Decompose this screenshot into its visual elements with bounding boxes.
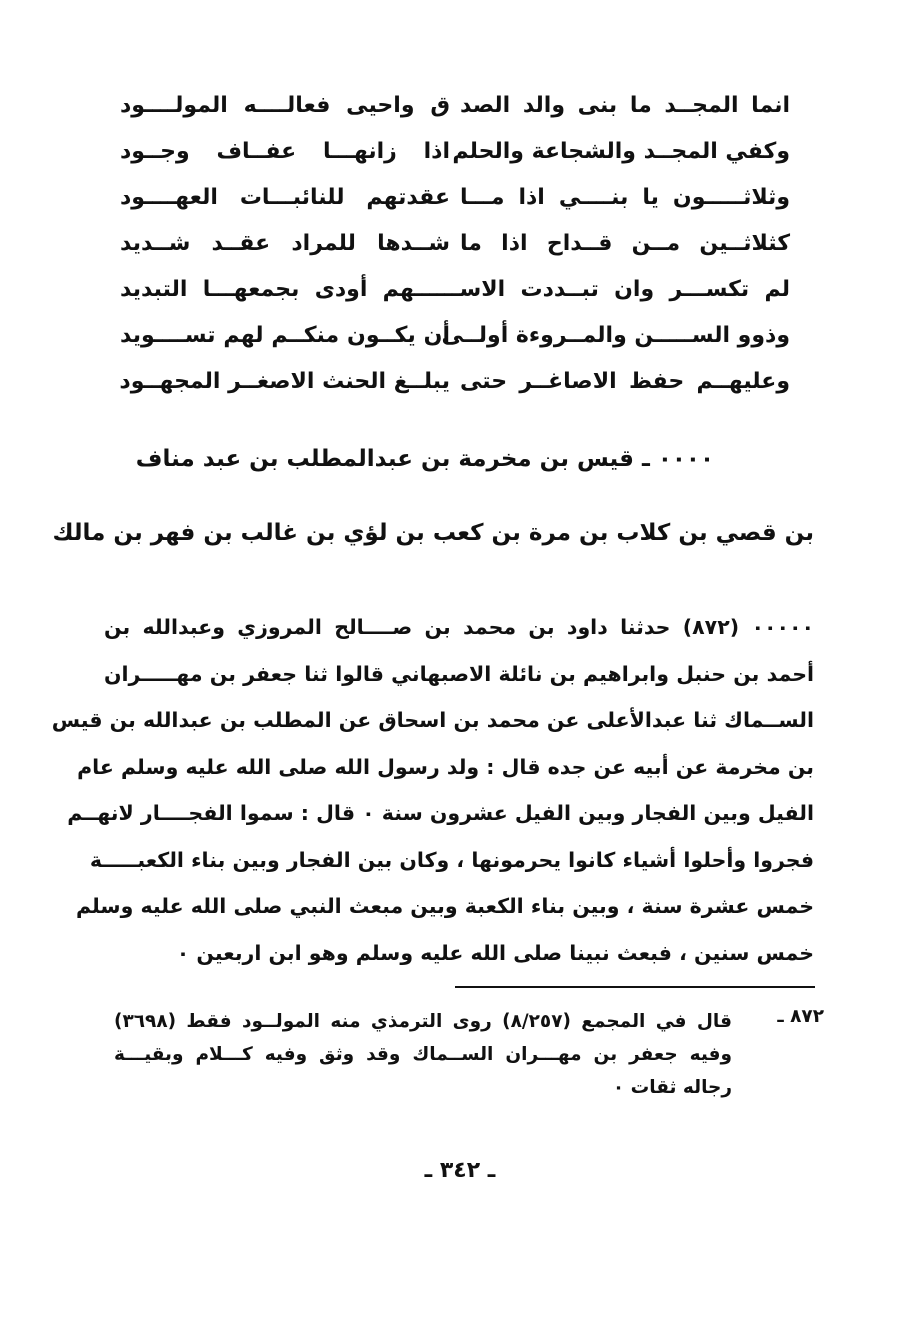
text-line: خمس سنين ، فبعث نبينا صلى الله عليه وسلم وهو ابن اربعين ٠ (176, 940, 814, 965)
section-heading-line-1: ٠٠٠٠ ـ قيس بن مخرمة بن عبدالمطلب بن عبد مناف (135, 446, 714, 472)
section-heading-line-2: بن قصي بن كلاب بن مرة بن كعب بن لؤي بن غالب بن فهر بن مالك (52, 520, 814, 546)
footnote-text (114, 1006, 732, 1105)
verse-first-hemistich: كثلاثــين مــن قــداح اذا ما (460, 231, 790, 256)
poem-verse (120, 178, 790, 224)
verse-first-hemistich: انما المجــد ما بنى والد الصد (460, 93, 790, 118)
poem-verse (120, 316, 790, 362)
verse-first-hemistich: وعليهــم حفظ الاصاغــر حتى (460, 369, 790, 394)
verse-full-line: لم تكســـر وان تبــددت الاســــــهم أودى بجمعهـــا التبديد (120, 277, 790, 302)
verse-first-hemistich: وثلاثـــــون يا بنــــي اذا مـــا (460, 185, 790, 210)
verse-first-hemistich: وذوو الســـــن والمــروءة أولــى (441, 323, 790, 348)
verse-second-hemistich: ق واحيى فعالــــه المولــــود (120, 93, 450, 118)
poem-verse (120, 224, 790, 270)
text-line: خمس عشرة سنة ، وبين بناء الكعبة وبين مبعث النبي صلى الله عليه وسلم (75, 894, 814, 918)
poem-verse (120, 86, 790, 132)
text-line: الســماك ثنا عبدالأعلى عن محمد بن اسحاق عن المطلب بن عبدالله بن قيس (51, 708, 814, 732)
footnote-divider (455, 986, 815, 988)
text-line: ٠٠٠٠٠ (٨٧٢) حدثنا داود بن محمد بن صــــالح المروزي وعبدالله بن (104, 615, 814, 639)
verse-second-hemistich: عقدتهم للنائبـــات العهــــود (120, 185, 450, 210)
poem-verse (120, 270, 790, 316)
verse-second-hemistich: أن يكــون منكــم لهم تســــويد (120, 323, 450, 348)
verse-second-hemistich: شــدها للمراد عقــد شــديد (120, 231, 450, 256)
poem (120, 86, 790, 408)
hadith-text (51, 605, 814, 977)
text-line: فجروا وأحلوا أشياء كانوا يحرمونها ، وكان بين الفجار وبين بناء الكعبـــــة (89, 847, 814, 872)
footnote-line: وفيه جعفر بن مهـــران الســماك وقد وثق وفيه كـــلام وبقيـــة (114, 1044, 732, 1065)
text-line: أحمد بن حنبل وابراهيم بن نائلة الاصبهاني قالوا ثنا جعفر بن مهـــــران (104, 661, 814, 686)
poem-verse (120, 362, 790, 408)
verse-first-hemistich: وكفي المجــد والشجاعة والحلم (452, 139, 790, 164)
footnote-line: قال في المجمع (٨/٢٥٧) روى الترمذي منه المولــود فقط (٣٦٩٨) (114, 1011, 732, 1032)
page-number: ـ ٣٤٢ ـ (424, 1158, 496, 1183)
footnote-line: رجاله ثقات ٠ (612, 1077, 732, 1098)
text-line: بن مخرمة عن أبيه عن جده قال : ولد رسول الله صلى الله عليه وسلم عام (77, 754, 814, 779)
footnote-number: ٨٧٢ ـ (777, 1006, 824, 1027)
poem-verse (120, 132, 790, 178)
verse-second-hemistich: يبلــغ الحنث الاصغــر المجهــود (119, 369, 450, 394)
text-line: الفيل وبين الفجار وبين الفيل عشرون سنة ٠ قال : سموا الفجــــار لانهــم (67, 801, 814, 825)
verse-second-hemistich: اذا زانهـــا عفــاف وجــود (120, 139, 450, 164)
